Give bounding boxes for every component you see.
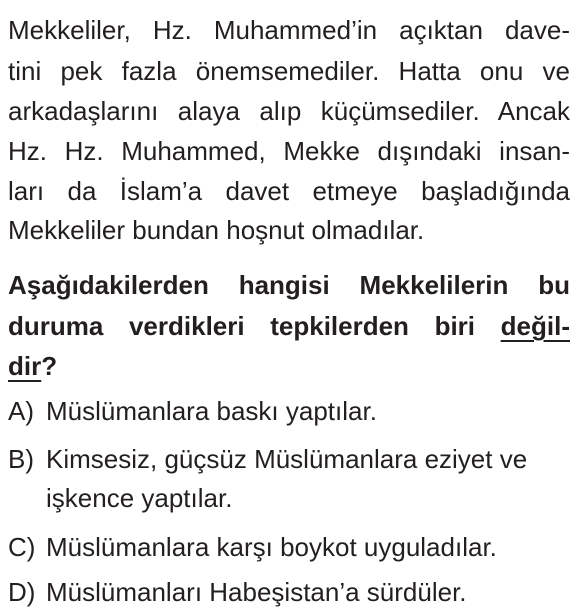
question-line [8,310,570,342]
passage-line: Mekkeliler, Hz. Muhammed’in açıktan dave- [8,15,570,45]
option-text: Müslümanları Habeşistan’a sürdüler. [46,577,467,607]
passage-line: ları da İslam’a davet etmeye başladığında [8,176,570,206]
option-d[interactable] [8,576,570,608]
question-text: duruma verdikleri tepkilerden biri [8,311,501,341]
passage-line: tini pek fazla önemsemediler. Hatta onu ve [8,56,570,86]
question-line: Aşağıdakilerden hangisi Mekkelilerin bu [8,270,570,300]
passage-line: Hz. Hz. Muhammed, Mekke dışındaki insan- [8,136,570,166]
question-line [8,350,570,382]
option-letter: B) [8,444,34,474]
option-letter: D) [8,577,36,607]
negation-emphasis: değil- [500,311,570,341]
option-text: Müslümanlara baskı yaptılar. [46,396,377,426]
option-b[interactable] [8,443,570,475]
option-letter: C) [8,532,36,562]
passage-line: arkadaşlarını alaya alıp küçümsediler. Ancak [8,96,570,126]
question-mark: ? [41,351,58,381]
option-c[interactable] [8,531,570,563]
negation-emphasis: dir [8,351,42,381]
option-letter: A) [8,396,34,426]
option-b-continuation: işkence yaptılar. [46,483,233,513]
option-text: Kimsesiz, güçsüz Müslümanlara eziyet ve [46,444,528,474]
option-a[interactable] [8,395,570,427]
passage-line: Mekkeliler bundan hoşnut olmadılar. [8,215,425,245]
option-text: Müslümanlara karşı boykot uyguladılar. [46,532,497,562]
